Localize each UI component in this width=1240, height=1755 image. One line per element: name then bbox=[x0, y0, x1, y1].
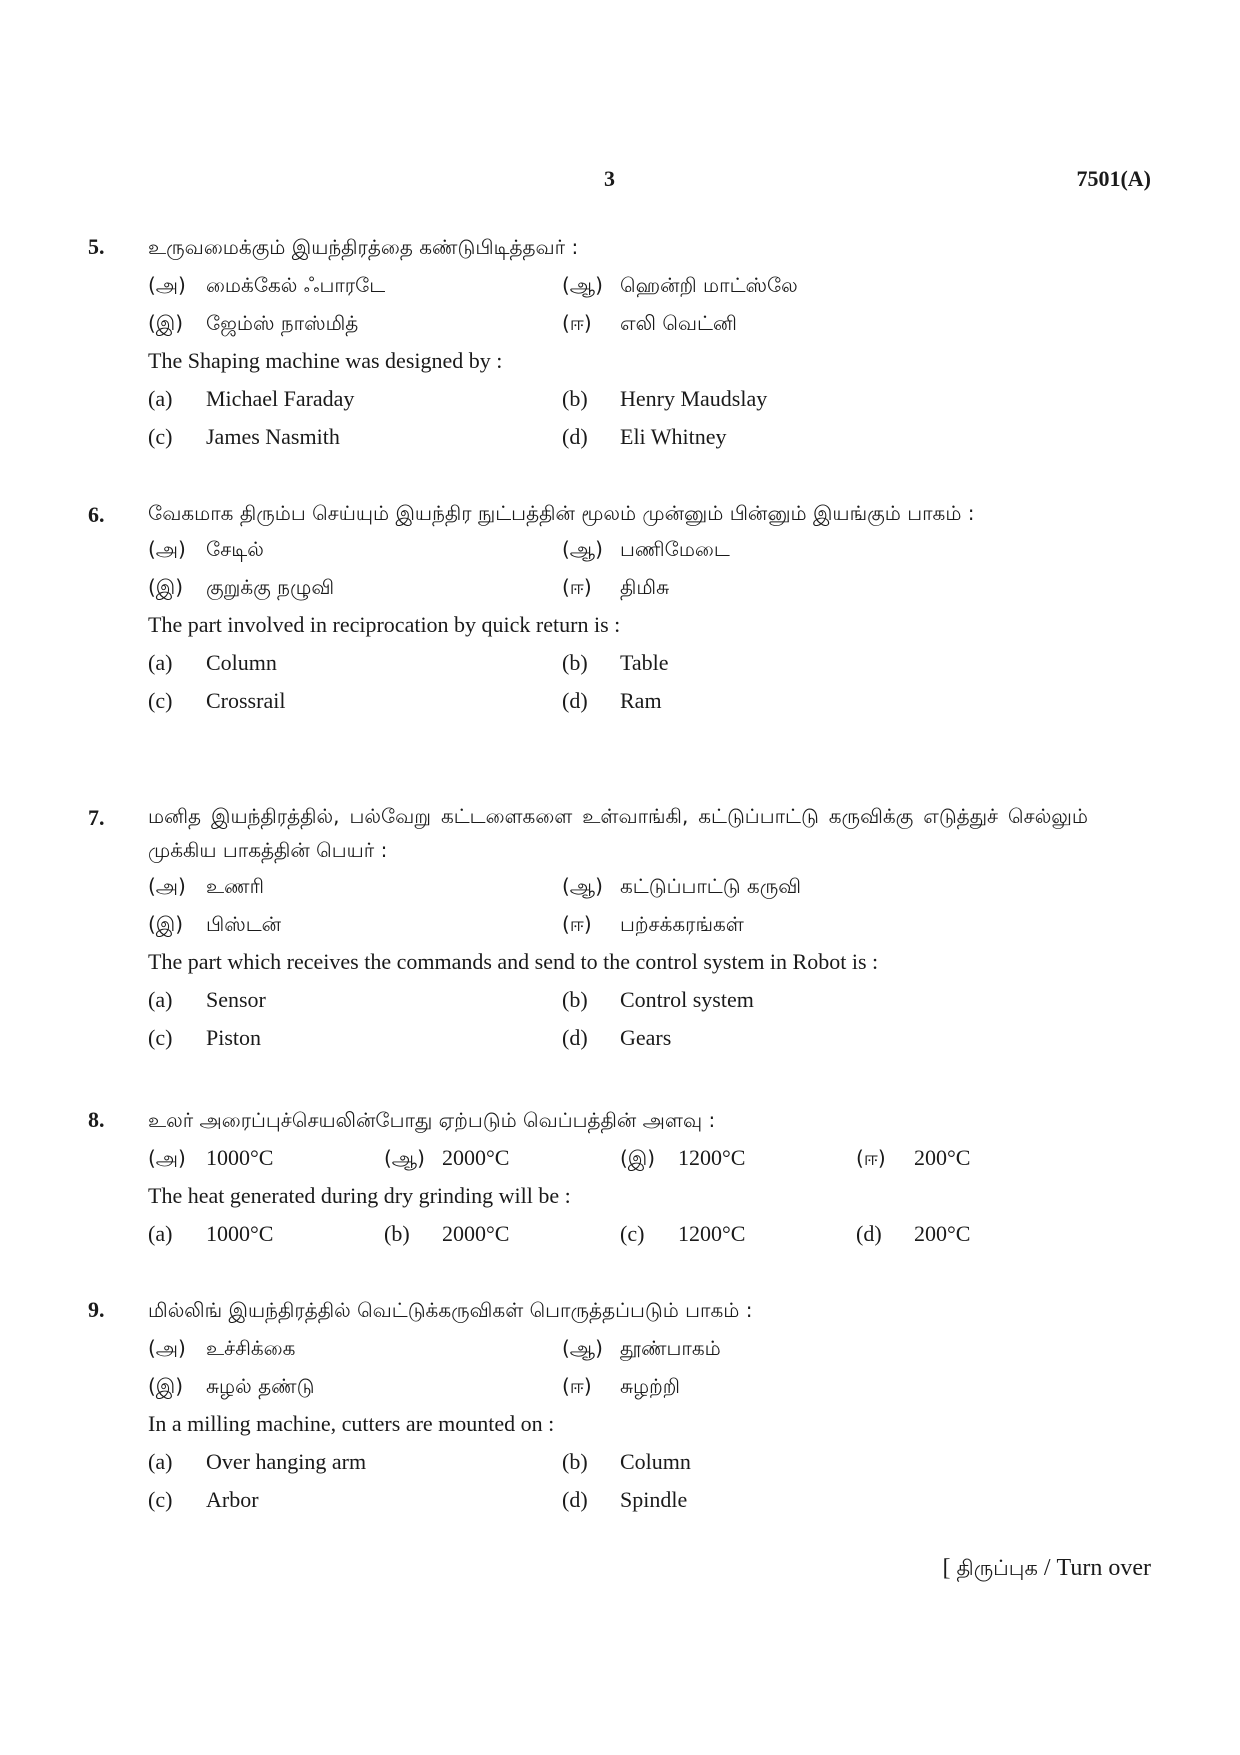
option-label: (ஈ) bbox=[562, 1374, 592, 1398]
option-label: (ஆ) bbox=[384, 1146, 425, 1170]
option-text: Column bbox=[620, 1449, 691, 1474]
option-label: (ஈ) bbox=[856, 1146, 886, 1170]
option-text: பிஸ்டன் bbox=[206, 912, 282, 936]
turn-over-note bbox=[943, 1555, 1151, 1583]
question-number: 7. bbox=[88, 805, 105, 830]
page-number: 3 bbox=[604, 166, 615, 191]
option-text: Michael Faraday bbox=[206, 386, 355, 411]
option-label: (d) bbox=[562, 1025, 588, 1050]
option-label: (c) bbox=[148, 424, 173, 449]
option-text: பற்சக்கரங்கள் bbox=[620, 912, 744, 936]
option-label: (a) bbox=[148, 650, 173, 675]
english-question: The part which receives the commands and send to the control system in Robot is : bbox=[148, 949, 879, 974]
option-text: 1200°C bbox=[678, 1145, 746, 1170]
option-text: 2000°C bbox=[442, 1145, 510, 1170]
option-text: 200°C bbox=[914, 1145, 971, 1170]
option-label: (d) bbox=[856, 1221, 882, 1246]
option-label: (அ) bbox=[148, 273, 186, 297]
option-text: Over hanging arm bbox=[206, 1449, 367, 1474]
english-question: The part involved in reciprocation by quick return is : bbox=[148, 612, 621, 637]
option-text: சேடில் bbox=[206, 537, 264, 561]
option-text: சுழல் தண்டு bbox=[206, 1374, 315, 1398]
option-label: (d) bbox=[562, 688, 588, 713]
question-8 bbox=[88, 1101, 1148, 1253]
option-label: (c) bbox=[148, 1025, 173, 1050]
option-label: (ஆ) bbox=[562, 874, 603, 898]
tamil-question: வேகமாக திரும்ப செய்யும் இயந்திர நுட்பத்தின் மூலம் முன்னும் பின்னும் இயங்கும் பாகம் : bbox=[148, 501, 975, 525]
option-text: உணரி bbox=[206, 874, 264, 898]
tamil-question: உலர் அரைப்புச்செயலின்போது ஏற்படும் வெப்பத்தின் அளவு : bbox=[148, 1108, 716, 1132]
option-label: (அ) bbox=[148, 1146, 186, 1170]
option-label: (அ) bbox=[148, 1336, 186, 1360]
option-text: Ram bbox=[620, 688, 662, 713]
option-text: தூண்பாகம் bbox=[620, 1336, 721, 1360]
question-number: 5. bbox=[88, 234, 105, 259]
option-label: (a) bbox=[148, 1449, 173, 1474]
option-label: (இ) bbox=[620, 1146, 656, 1170]
tamil-question: உருவமைக்கும் இயந்திரத்தை கண்டுபிடித்தவர் : bbox=[148, 235, 579, 259]
option-label: (ஈ) bbox=[562, 311, 592, 335]
option-label: (a) bbox=[148, 987, 173, 1012]
option-label: (ஆ) bbox=[562, 1336, 603, 1360]
question-number: 9. bbox=[88, 1297, 105, 1322]
option-text: Piston bbox=[206, 1025, 262, 1050]
option-label: (ஆ) bbox=[562, 273, 603, 297]
option-text: Crossrail bbox=[206, 688, 286, 713]
footer-tamil: திருப்புக bbox=[956, 1556, 1038, 1580]
option-text: Gears bbox=[620, 1025, 672, 1050]
english-question: The Shaping machine was designed by : bbox=[148, 348, 503, 373]
option-label: (c) bbox=[620, 1221, 645, 1246]
option-text: 1000°C bbox=[206, 1221, 274, 1246]
option-label: (a) bbox=[148, 386, 173, 411]
option-text: எலி வெட்னி bbox=[620, 311, 737, 335]
option-label: (அ) bbox=[148, 537, 186, 561]
option-text: 1000°C bbox=[206, 1145, 274, 1170]
tamil-question: மனித இயந்திரத்தில், பல்வேறு கட்டளைகளை உள்வாங்கி, கட்டுப்பாட்டு கருவிக்கு எடுத்துச் செல்லும் முக்கிய பாகத்தின் பெயர் : bbox=[148, 804, 1088, 862]
option-label: (d) bbox=[562, 424, 588, 449]
option-text: கட்டுப்பாட்டு கருவி bbox=[620, 874, 801, 898]
option-label: (b) bbox=[562, 650, 588, 675]
option-text: Henry Maudslay bbox=[620, 386, 768, 411]
english-question: The heat generated during dry grinding will be : bbox=[148, 1183, 571, 1208]
option-label: (ஈ) bbox=[562, 912, 592, 936]
option-label: (இ) bbox=[148, 912, 184, 936]
option-text: Eli Whitney bbox=[620, 424, 727, 449]
option-label: (இ) bbox=[148, 311, 184, 335]
question-number: 8. bbox=[88, 1107, 105, 1132]
option-label: (d) bbox=[562, 1487, 588, 1512]
option-text: Column bbox=[206, 650, 277, 675]
option-label: (b) bbox=[384, 1221, 410, 1246]
option-text: பணிமேடை bbox=[620, 537, 730, 561]
footer-separator: / bbox=[1043, 1555, 1051, 1581]
question-7 bbox=[88, 799, 1148, 1057]
option-label: (இ) bbox=[148, 1374, 184, 1398]
option-text: குறுக்கு நழுவி bbox=[206, 575, 335, 599]
option-label: (a) bbox=[148, 1221, 173, 1246]
option-text: Spindle bbox=[620, 1487, 688, 1512]
option-text: உச்சிக்கை bbox=[206, 1336, 296, 1360]
question-5 bbox=[88, 228, 1148, 456]
option-label: (c) bbox=[148, 688, 173, 713]
option-text: ஹென்றி மாட்ஸ்லே bbox=[620, 273, 798, 297]
option-text: Table bbox=[620, 650, 669, 675]
question-9 bbox=[88, 1291, 1148, 1519]
question-6 bbox=[88, 496, 1148, 720]
option-text: மைக்கேல் ஃபாரடே bbox=[206, 273, 386, 297]
option-label: (அ) bbox=[148, 874, 186, 898]
footer-english: Turn over bbox=[1056, 1555, 1151, 1581]
option-text: 1200°C bbox=[678, 1221, 746, 1246]
option-label: (c) bbox=[148, 1487, 173, 1512]
tamil-question: மில்லிங் இயந்திரத்தில் வெட்டுக்கருவிகள் பொருத்தப்படும் பாகம் : bbox=[148, 1298, 753, 1322]
option-label: (இ) bbox=[148, 575, 184, 599]
question-number: 6. bbox=[88, 502, 105, 527]
option-text: திமிசு bbox=[620, 575, 670, 599]
option-text: Control system bbox=[620, 987, 754, 1012]
option-label: (b) bbox=[562, 386, 588, 411]
option-text: ஜேம்ஸ் நாஸ்மித் bbox=[206, 311, 359, 335]
option-label: (b) bbox=[562, 1449, 588, 1474]
option-text: James Nasmith bbox=[206, 424, 340, 449]
option-text: Arbor bbox=[206, 1487, 259, 1512]
footer-bracket: [ bbox=[942, 1555, 951, 1581]
option-label: (ஆ) bbox=[562, 537, 603, 561]
option-text: Sensor bbox=[206, 987, 266, 1012]
english-question: In a milling machine, cutters are mounted on : bbox=[148, 1411, 555, 1436]
paper-code: 7501(A) bbox=[1076, 166, 1151, 191]
option-label: (ஈ) bbox=[562, 575, 592, 599]
option-text: 200°C bbox=[914, 1221, 971, 1246]
option-label: (b) bbox=[562, 987, 588, 1012]
option-text: சுழற்றி bbox=[620, 1374, 680, 1398]
option-text: 2000°C bbox=[442, 1221, 510, 1246]
